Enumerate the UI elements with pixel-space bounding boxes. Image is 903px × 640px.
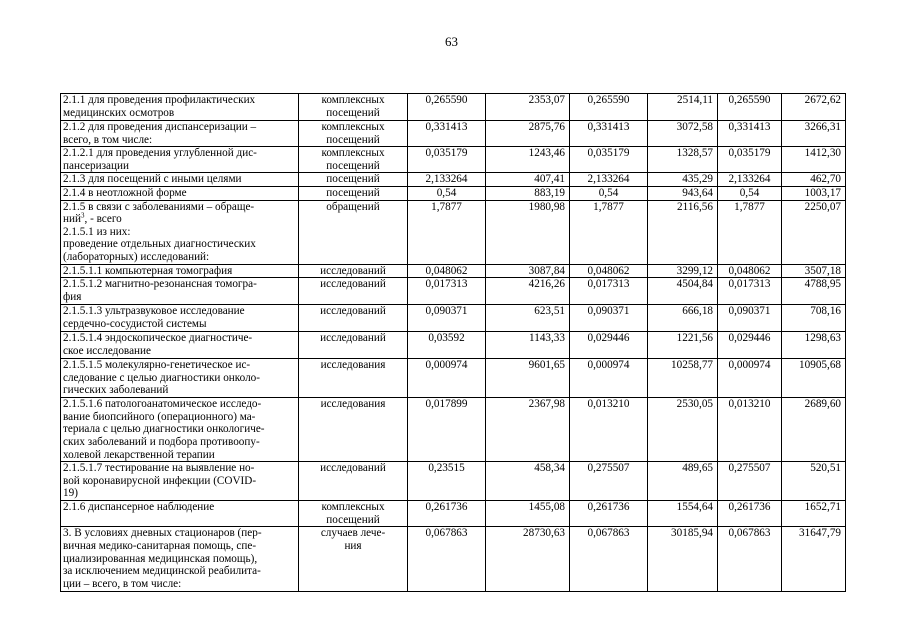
value-cell: 0,275507 bbox=[570, 462, 648, 501]
value-cell: 462,70 bbox=[782, 173, 846, 187]
value-cell: 407,41 bbox=[486, 173, 570, 187]
value-cell: 1412,30 bbox=[782, 147, 846, 173]
value-cell: 1,7877 bbox=[570, 200, 648, 264]
value-cell: 2116,56 bbox=[648, 200, 718, 264]
value-cell: 0,067863 bbox=[718, 527, 782, 592]
value-cell: 2,133264 bbox=[570, 173, 648, 187]
row-name-cell: 2.1.5 в связи с заболеваниями – обраще- ний$^3$, - всего 2.1.5.1 из них: проведение отдельных диагностических (лабораторных) исследований: bbox=[61, 200, 299, 264]
row-name-cell: 2.1.4 в неотложной форме bbox=[61, 186, 299, 200]
value-cell: 0,265590 bbox=[408, 94, 486, 121]
value-cell: 623,51 bbox=[486, 305, 570, 332]
value-cell: 435,29 bbox=[648, 173, 718, 187]
value-cell: 0,067863 bbox=[570, 527, 648, 592]
table-row bbox=[61, 462, 846, 501]
row-name-cell: 2.1.5.1.1 компьютерная томография bbox=[61, 264, 299, 278]
row-unit-cell: случаев лече- ния bbox=[299, 527, 408, 592]
value-cell: 0,017313 bbox=[718, 278, 782, 305]
row-name-cell: 3. В условиях дневных стационаров (пер- вичная медико-санитарная помощь, спе- циализированная медицинская помощь), за исключением медицинской реабилита- ции – всего, в том числе: bbox=[61, 527, 299, 592]
value-cell: 1455,08 bbox=[486, 501, 570, 527]
value-cell: 1221,56 bbox=[648, 332, 718, 359]
value-cell: 0,331413 bbox=[408, 121, 486, 147]
row-unit-cell: исследования bbox=[299, 398, 408, 462]
value-cell: 0,090371 bbox=[718, 305, 782, 332]
table-row bbox=[61, 186, 846, 200]
value-cell: 2,133264 bbox=[408, 173, 486, 187]
value-cell: 3507,18 bbox=[782, 264, 846, 278]
row-name-cell: 2.1.5.1.3 ультразвуковое исследование сердечно-сосудистой системы bbox=[61, 305, 299, 332]
row-unit-cell: комплексных посещений bbox=[299, 147, 408, 173]
value-cell: 0,54 bbox=[570, 186, 648, 200]
value-cell: 0,048062 bbox=[570, 264, 648, 278]
row-name-cell: 2.1.1 для проведения профилактических медицинских осмотров bbox=[61, 94, 299, 121]
value-cell: 0,035179 bbox=[718, 147, 782, 173]
row-name-cell: 2.1.3 для посещений с иными целями bbox=[61, 173, 299, 187]
value-cell: 10258,77 bbox=[648, 359, 718, 398]
row-name-cell: 2.1.5.1.5 молекулярно-генетическое ис- следование с целью диагностики онколо- гических заболеваний bbox=[61, 359, 299, 398]
value-cell: 1980,98 bbox=[486, 200, 570, 264]
value-cell: 458,34 bbox=[486, 462, 570, 501]
value-cell: 2,133264 bbox=[718, 173, 782, 187]
value-cell: 1554,64 bbox=[648, 501, 718, 527]
value-cell: 0,03592 bbox=[408, 332, 486, 359]
row-unit-cell: комплексных посещений bbox=[299, 501, 408, 527]
row-unit-cell: исследований bbox=[299, 305, 408, 332]
value-cell: 4788,95 bbox=[782, 278, 846, 305]
value-cell: 0,000974 bbox=[570, 359, 648, 398]
row-name-cell: 2.1.5.1.7 тестирование на выявление но- вой коронавирусной инфекции (COVID- 19) bbox=[61, 462, 299, 501]
value-cell: 3299,12 bbox=[648, 264, 718, 278]
value-cell: 0,54 bbox=[718, 186, 782, 200]
value-cell: 10905,68 bbox=[782, 359, 846, 398]
value-cell: 3087,84 bbox=[486, 264, 570, 278]
value-cell: 0,017899 bbox=[408, 398, 486, 462]
value-cell: 0,000974 bbox=[718, 359, 782, 398]
value-cell: 1143,33 bbox=[486, 332, 570, 359]
row-unit-cell: комплексных посещений bbox=[299, 121, 408, 147]
value-cell: 1652,71 bbox=[782, 501, 846, 527]
value-cell: 2514,11 bbox=[648, 94, 718, 121]
value-cell: 4216,26 bbox=[486, 278, 570, 305]
value-cell: 0,067863 bbox=[408, 527, 486, 592]
value-cell: 3266,31 bbox=[782, 121, 846, 147]
row-name-cell: 2.1.5.1.4 эндоскопическое диагностиче- ское исследование bbox=[61, 332, 299, 359]
value-cell: 4504,84 bbox=[648, 278, 718, 305]
footnote-marker: 3 bbox=[80, 211, 85, 220]
table-row bbox=[61, 278, 846, 305]
value-cell: 0,261736 bbox=[718, 501, 782, 527]
value-cell: 30185,94 bbox=[648, 527, 718, 592]
value-cell: 0,23515 bbox=[408, 462, 486, 501]
table-row bbox=[61, 121, 846, 147]
row-unit-cell: исследований bbox=[299, 332, 408, 359]
tariff-table bbox=[60, 93, 846, 592]
row-unit-cell: комплексных посещений bbox=[299, 94, 408, 121]
row-unit-cell: посещений bbox=[299, 173, 408, 187]
value-cell: 2250,07 bbox=[782, 200, 846, 264]
table-row bbox=[61, 173, 846, 187]
value-cell: 1003,17 bbox=[782, 186, 846, 200]
value-cell: 0,261736 bbox=[570, 501, 648, 527]
table-row bbox=[61, 147, 846, 173]
value-cell: 1243,46 bbox=[486, 147, 570, 173]
row-name-cell: 2.1.2 для проведения диспансеризации – всего, в том числе: bbox=[61, 121, 299, 147]
value-cell: 0,090371 bbox=[408, 305, 486, 332]
table-row bbox=[61, 305, 846, 332]
value-cell: 1298,63 bbox=[782, 332, 846, 359]
value-cell: 0,331413 bbox=[570, 121, 648, 147]
value-cell: 0,029446 bbox=[570, 332, 648, 359]
value-cell: 0,090371 bbox=[570, 305, 648, 332]
table-row bbox=[61, 94, 846, 121]
value-cell: 489,65 bbox=[648, 462, 718, 501]
row-unit-cell: исследований bbox=[299, 462, 408, 501]
value-cell: 0,013210 bbox=[570, 398, 648, 462]
table-row bbox=[61, 527, 846, 592]
value-cell: 2689,60 bbox=[782, 398, 846, 462]
value-cell: 0,017313 bbox=[408, 278, 486, 305]
value-cell: 2353,07 bbox=[486, 94, 570, 121]
row-unit-cell: исследования bbox=[299, 359, 408, 398]
value-cell: 9601,65 bbox=[486, 359, 570, 398]
table-row bbox=[61, 264, 846, 278]
value-cell: 666,18 bbox=[648, 305, 718, 332]
value-cell: 883,19 bbox=[486, 186, 570, 200]
value-cell: 0,048062 bbox=[408, 264, 486, 278]
value-cell: 0,013210 bbox=[718, 398, 782, 462]
value-cell: 708,16 bbox=[782, 305, 846, 332]
value-cell: 1,7877 bbox=[408, 200, 486, 264]
value-cell: 943,64 bbox=[648, 186, 718, 200]
table-row bbox=[61, 200, 846, 264]
value-cell: 1328,57 bbox=[648, 147, 718, 173]
row-name-cell: 2.1.5.1.6 патологоанатомическое исследо- вание биопсийного (операционного) ма- териала с целью диагностики онкологиче- ских заболеваний и подбора противоопу- холевой лекарственной терапии bbox=[61, 398, 299, 462]
value-cell: 0,275507 bbox=[718, 462, 782, 501]
table-row bbox=[61, 398, 846, 462]
page-number: 63 bbox=[445, 34, 458, 49]
value-cell: 0,048062 bbox=[718, 264, 782, 278]
value-cell: 0,017313 bbox=[570, 278, 648, 305]
value-cell: 2672,62 bbox=[782, 94, 846, 121]
value-cell: 0,000974 bbox=[408, 359, 486, 398]
value-cell: 0,035179 bbox=[570, 147, 648, 173]
value-cell: 0,54 bbox=[408, 186, 486, 200]
value-cell: 2367,98 bbox=[486, 398, 570, 462]
row-unit-cell: исследований bbox=[299, 264, 408, 278]
value-cell: 0,261736 bbox=[408, 501, 486, 527]
value-cell: 0,265590 bbox=[570, 94, 648, 121]
value-cell: 2875,76 bbox=[486, 121, 570, 147]
row-name-cell: 2.1.2.1 для проведения углубленной дис- пансеризации bbox=[61, 147, 299, 173]
value-cell: 3072,58 bbox=[648, 121, 718, 147]
row-name-cell: 2.1.5.1.2 магнитно-резонансная томогра- фия bbox=[61, 278, 299, 305]
value-cell: 28730,63 bbox=[486, 527, 570, 592]
value-cell: 0,035179 bbox=[408, 147, 486, 173]
value-cell: 520,51 bbox=[782, 462, 846, 501]
value-cell: 0,029446 bbox=[718, 332, 782, 359]
value-cell: 1,7877 bbox=[718, 200, 782, 264]
table-row bbox=[61, 332, 846, 359]
table-row bbox=[61, 359, 846, 398]
value-cell: 31647,79 bbox=[782, 527, 846, 592]
table-row bbox=[61, 501, 846, 527]
row-unit-cell: исследований bbox=[299, 278, 408, 305]
value-cell: 0,331413 bbox=[718, 121, 782, 147]
row-unit-cell: посещений bbox=[299, 186, 408, 200]
row-name-cell: 2.1.6 диспансерное наблюдение bbox=[61, 501, 299, 527]
value-cell: 2530,05 bbox=[648, 398, 718, 462]
row-unit-cell: обращений bbox=[299, 200, 408, 264]
value-cell: 0,265590 bbox=[718, 94, 782, 121]
